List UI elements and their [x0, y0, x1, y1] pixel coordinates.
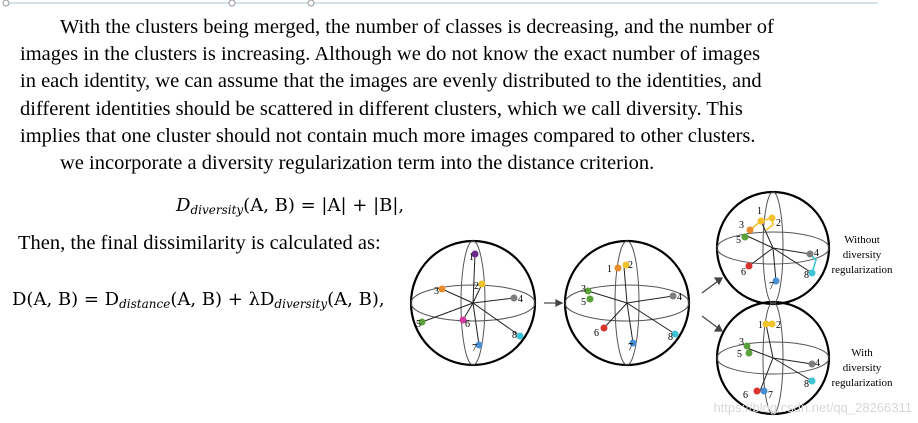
- final-dissimilarity-equation: [12, 289, 385, 311]
- svg-text:8: 8: [804, 270, 809, 281]
- svg-text:5: 5: [416, 319, 421, 330]
- caption-without-2: diversity: [842, 249, 882, 261]
- svg-text:3: 3: [739, 220, 744, 231]
- svg-text:7: 7: [768, 390, 773, 401]
- equation-subscript: diversity: [190, 203, 244, 217]
- svg-text:2: 2: [628, 260, 633, 271]
- svg-text:2: 2: [776, 218, 781, 229]
- svg-text:4: 4: [518, 294, 523, 305]
- equation-body: (A, B) = |A| + |B|,: [243, 195, 405, 216]
- equation-part: (A, B) + λD: [170, 289, 275, 310]
- caption-with-2: diversity: [842, 362, 882, 374]
- svg-text:6: 6: [743, 390, 748, 401]
- svg-text:1: 1: [757, 206, 762, 217]
- equation-symbol: D: [176, 195, 191, 216]
- paragraph-line: different identities should be scattered in different clusters, which we call diversity. This: [20, 97, 743, 120]
- paragraph-line: With the clusters being merged, the number of classes is decreasing, and the number of: [60, 16, 774, 38]
- equation-subscript: diversity: [274, 297, 328, 311]
- paragraph-line: images in the clusters is increasing. Although we do not know the exact number of images: [20, 43, 761, 66]
- svg-text:6: 6: [594, 328, 599, 339]
- svg-text:5: 5: [737, 349, 742, 360]
- paragraph-line: in each identity, we can assume that the images are evenly distributed to the identities, and: [20, 70, 762, 93]
- caption-without-1: Without: [844, 234, 880, 246]
- svg-text:3: 3: [434, 286, 439, 297]
- svg-text:2: 2: [776, 320, 781, 331]
- clustering-spheres-figure: [400, 188, 918, 423]
- final-dissimilarity-text: Then, the final dissimilarity is calculated as:: [18, 232, 381, 254]
- svg-text:8: 8: [668, 332, 673, 343]
- equation-part: D(A, B) = D: [12, 289, 120, 310]
- svg-text:1: 1: [469, 252, 474, 263]
- svg-text:2: 2: [474, 281, 479, 292]
- svg-text:5: 5: [736, 235, 741, 246]
- watermark-url: https://blog.csdn.net/qq_28266311: [713, 400, 912, 415]
- equation-part: (A, B),: [327, 289, 385, 310]
- svg-text:6: 6: [741, 267, 746, 278]
- top-divider: [0, 0, 918, 8]
- svg-text:8: 8: [804, 379, 809, 390]
- svg-text:7: 7: [628, 342, 633, 353]
- svg-text:1: 1: [607, 264, 612, 275]
- svg-text:5: 5: [581, 297, 586, 308]
- svg-text:1: 1: [758, 320, 763, 331]
- svg-text:3: 3: [739, 337, 744, 348]
- svg-text:3: 3: [581, 284, 586, 295]
- caption-with-3: regularization: [831, 377, 893, 389]
- svg-text:6: 6: [465, 319, 470, 330]
- caption-without-3: regularization: [831, 264, 893, 276]
- paragraph-line: we incorporate a diversity regularization term into the distance criterion.: [60, 152, 655, 175]
- svg-text:8: 8: [512, 330, 517, 341]
- svg-text:7: 7: [769, 281, 774, 292]
- diversity-equation: [176, 195, 404, 217]
- svg-text:7: 7: [472, 343, 477, 354]
- caption-with-1: With: [851, 347, 873, 359]
- svg-text:4: 4: [677, 292, 682, 303]
- equation-subscript: distance: [119, 297, 171, 311]
- body-paragraph: [20, 14, 900, 177]
- figure-svg: [400, 188, 918, 423]
- paragraph-line: implies that one cluster should not contain much more images compared to other clusters.: [20, 124, 756, 147]
- svg-text:4: 4: [815, 358, 820, 369]
- svg-text:4: 4: [814, 248, 819, 259]
